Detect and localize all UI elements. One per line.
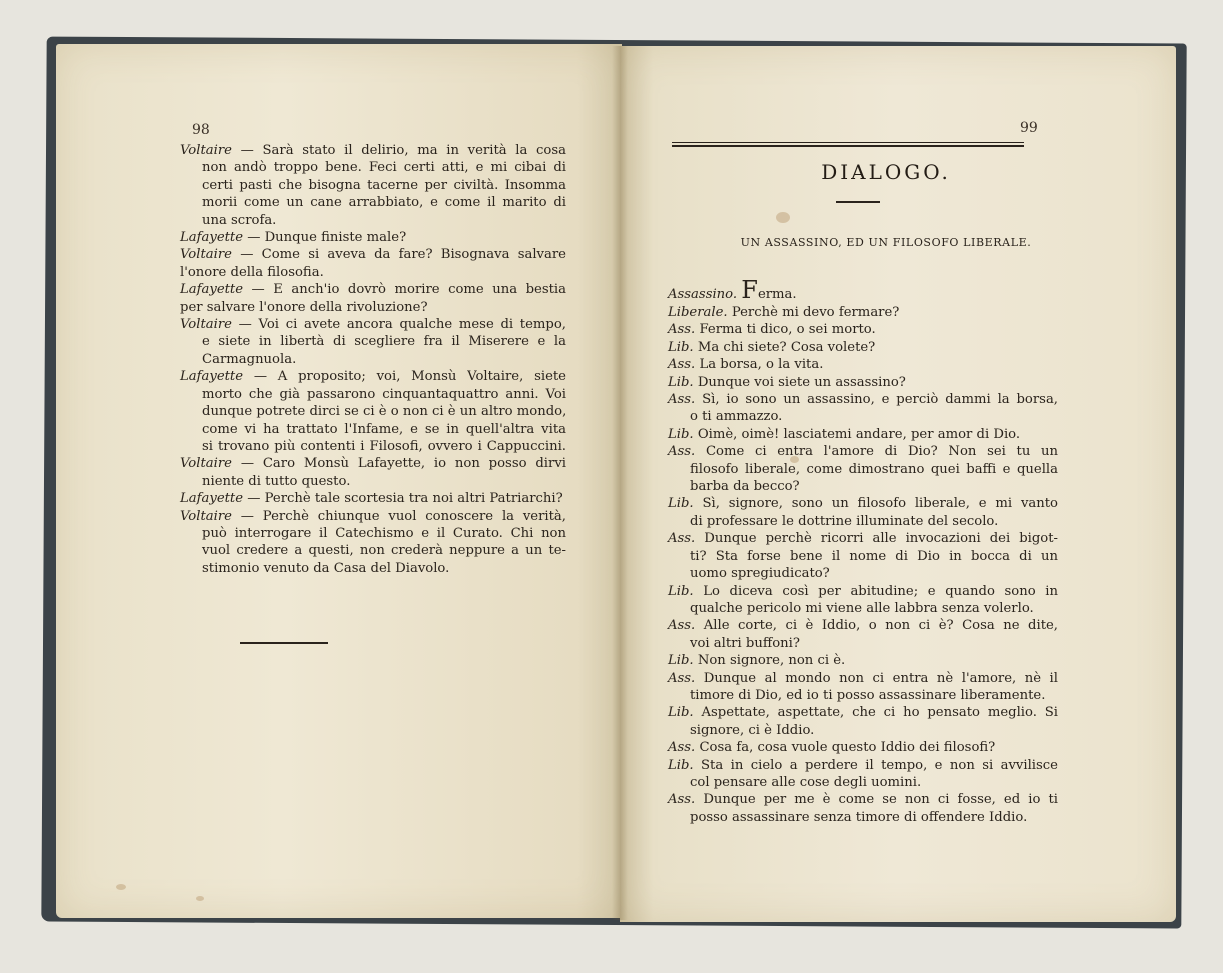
text-line	[180, 351, 566, 368]
text-line	[668, 478, 1058, 495]
text-line	[668, 635, 1058, 652]
line-text: — Perchè chiunque vuol conoscere la verità,	[240, 508, 566, 524]
line-text: timore di Dio, ed io ti posso assassinare liberamente.	[690, 687, 1046, 703]
line-text: signore, ci è Iddio.	[690, 722, 815, 738]
speaker-name: Lib.	[668, 426, 694, 442]
line-text: ti? Sta forse bene il nome di Dio in bocca di un	[690, 548, 1058, 564]
text-line	[668, 583, 1058, 600]
line-text: Non signore, non ci è.	[697, 653, 846, 669]
header-rule-thick	[672, 145, 1024, 147]
text-line	[180, 212, 566, 229]
line-text: come vi ha trattato l'Infame, e se in quell'altra vita	[202, 421, 566, 437]
text-line	[180, 438, 566, 455]
paper-stain	[196, 896, 204, 901]
text-line	[180, 299, 566, 316]
left-page	[56, 44, 622, 918]
text-line	[668, 600, 1058, 617]
text-line	[668, 757, 1058, 774]
text-line	[668, 513, 1058, 530]
text-line	[668, 774, 1058, 791]
speaker-name: Voltaire	[180, 456, 232, 472]
right-page	[620, 46, 1176, 922]
text-line	[180, 525, 566, 542]
speaker-name: Voltaire	[180, 508, 232, 524]
line-text: Cosa fa, cosa vuole questo Iddio dei filosofi?	[699, 740, 996, 756]
paper-stain	[776, 212, 790, 223]
paper-stain	[116, 884, 126, 890]
line-text: — Dunque finiste male?	[247, 230, 407, 246]
line-text: Dunque voi siete un assassino?	[697, 374, 906, 390]
line-text: erma.	[757, 287, 797, 302]
text-line	[180, 473, 566, 490]
speaker-name: Lafayette	[180, 491, 244, 507]
line-text: per salvare l'onore della rivoluzione?	[180, 299, 428, 315]
line-text: Dunque al mondo non ci entra nè l'amore, nè il	[703, 670, 1058, 686]
title-rule	[836, 201, 880, 203]
speaker-name: Lafayette	[180, 230, 244, 246]
line-text: o ti ammazzo.	[690, 409, 783, 425]
line-text: vuol credere a questi, non crederà neppure a un te-	[202, 543, 566, 559]
text-line	[180, 455, 566, 472]
line-text: — Come si aveva da fare? Bisognava salvare	[240, 247, 566, 263]
text-line	[180, 421, 566, 438]
line-text: voi altri buffoni?	[690, 635, 800, 651]
line-text: Ferma ti dico, o sei morto.	[699, 322, 876, 338]
speaker-name: Liberale.	[668, 305, 728, 320]
line-text: Ma chi siete? Cosa volete?	[697, 339, 876, 355]
speaker-name: Lib.	[668, 705, 694, 721]
speaker-name: Voltaire	[180, 247, 232, 263]
text-line	[668, 739, 1058, 756]
text-line	[180, 542, 566, 559]
text-line	[180, 194, 566, 211]
text-line	[180, 316, 566, 333]
text-line	[668, 321, 1058, 338]
speaker-name: Ass.	[668, 357, 696, 373]
text-line	[668, 356, 1058, 373]
speaker-name: Ass.	[668, 444, 696, 460]
line-text: certi pasti che bisogna tacerne per civiltà. Insomma	[202, 177, 566, 193]
text-line	[180, 403, 566, 420]
line-text: — Perchè tale scortesia tra noi altri Patriarchi?	[247, 491, 563, 507]
book-gutter	[612, 46, 628, 920]
text-line	[668, 426, 1058, 443]
speaker-name: Lib.	[668, 339, 694, 355]
line-text: filosofo liberale, come dimostrano quei baffi e quella	[690, 461, 1058, 477]
line-text: posso assassinare senza timore di offendere Iddio.	[690, 809, 1028, 825]
text-line	[668, 670, 1058, 687]
text-line	[180, 177, 566, 194]
speaker-name: Ass.	[668, 670, 696, 686]
line-text: — E anch'io dovrò morire come una bestia	[251, 282, 566, 298]
text-line	[180, 281, 566, 298]
text-line	[180, 490, 566, 507]
speaker-name: Lib.	[668, 583, 694, 599]
text-line	[668, 304, 1058, 321]
speaker-name: Ass.	[668, 792, 696, 808]
line-text: Come ci entra l'amore di Dio? Non sei tu un	[705, 444, 1058, 460]
page-number-right: 99	[1020, 120, 1038, 136]
text-line	[180, 386, 566, 403]
speaker-name: Lafayette	[180, 282, 244, 298]
text-line	[668, 652, 1058, 669]
line-text: di professare le dottrine illuminate del secolo.	[690, 513, 999, 529]
speaker-name: Lib.	[668, 374, 694, 390]
text-line	[668, 548, 1058, 565]
dialogue-title: DIALOGO.	[821, 160, 951, 184]
drop-letter: F	[741, 276, 758, 304]
text-line	[180, 368, 566, 385]
header-rule-thin	[672, 142, 1024, 143]
text-line	[668, 495, 1058, 512]
line-text: Perchè mi devo fermare?	[731, 305, 900, 320]
paper-stain	[790, 456, 799, 463]
text-line	[668, 687, 1058, 704]
text-line	[668, 339, 1058, 356]
text-line	[668, 391, 1058, 408]
text-line	[668, 704, 1058, 721]
speaker-name: Ass.	[668, 531, 696, 547]
line-text: morto che già passarono cinquantaquattro anni. Voi	[202, 386, 566, 402]
line-text: — Caro Monsù Lafayette, io non posso dirvi	[240, 456, 566, 472]
text-line	[668, 408, 1058, 425]
line-text: Sì, io sono un assassino, e perciò dammi la borsa,	[702, 392, 1058, 408]
text-line	[668, 722, 1058, 739]
line-text: si trovano più contenti i Filosofi, ovvero i Cappuccini.	[202, 438, 566, 454]
speaker-name: Lib.	[668, 496, 694, 512]
speaker-name: Voltaire	[180, 143, 232, 158]
text-line	[668, 461, 1058, 478]
line-text: — Sarà stato il delirio, ma in verità la cosa	[240, 143, 566, 158]
line-text: uomo spregiudicato?	[690, 566, 830, 582]
line-text: stimonio venuto da Casa del Diavolo.	[202, 560, 450, 576]
line-text: morii come un cane arrabbiato, e come il marito di	[202, 195, 566, 211]
right-page-text	[668, 276, 1058, 826]
text-line	[668, 374, 1058, 391]
line-text: e siete in libertà di scegliere fra il Miserere e la	[202, 334, 566, 350]
text-line	[180, 333, 566, 350]
line-text: l'onore della filosofia.	[180, 264, 324, 280]
text-line	[668, 443, 1058, 460]
text-line	[180, 264, 566, 281]
text-line	[180, 229, 566, 246]
text-line	[180, 159, 566, 176]
line-text: Lo diceva così per abitudine; e quando sono in	[703, 583, 1058, 599]
line-text: Sta in cielo a perdere il tempo, e non si avvilisce	[701, 757, 1058, 773]
dialogue-subtitle: UN ASSASSINO, ED UN FILOSOFO LIBERALE.	[740, 236, 1032, 249]
first-text-line	[668, 276, 1058, 304]
line-text: qualche pericolo mi viene alle labbra senza volerlo.	[690, 600, 1034, 616]
line-text: niente di tutto questo.	[202, 473, 351, 489]
speaker-name: Lafayette	[180, 369, 244, 385]
speaker-name: Ass.	[668, 322, 696, 338]
line-text: — Voi ci avete ancora qualche mese di tempo,	[238, 317, 566, 333]
text-line	[180, 246, 566, 263]
line-text: barba da becco?	[690, 479, 800, 495]
line-text: Carmagnuola.	[202, 351, 297, 367]
line-text: Alle corte, ci è Iddio, o non ci è? Cosa ne dite,	[703, 618, 1058, 634]
page-number-left: 98	[192, 122, 210, 138]
speaker-name: Ass.	[668, 618, 696, 634]
line-text: Sì, signore, sono un filosofo liberale, e mi vanto	[702, 496, 1058, 512]
left-page-text	[180, 142, 566, 577]
speaker-name: Ass.	[668, 392, 696, 408]
text-line	[180, 142, 566, 159]
line-text: col pensare alle cose degli uomini.	[690, 774, 922, 790]
line-text: Aspettate, aspettate, che ci ho pensato meglio. Si	[701, 705, 1058, 721]
line-text: Oimè, oimè! lasciatemi andare, per amor di Dio.	[697, 426, 1021, 442]
line-text: — A proposito; voi, Monsù Voltaire, siete	[253, 369, 566, 385]
speaker-name: Lib.	[668, 653, 694, 669]
line-text: dunque potrete dirci se ci è o non ci è un altro mondo,	[202, 404, 567, 420]
text-line	[668, 565, 1058, 582]
speaker-name: Ass.	[668, 740, 696, 756]
text-line	[180, 508, 566, 525]
line-text: La borsa, o la vita.	[699, 357, 824, 373]
text-line	[668, 791, 1058, 808]
text-line	[668, 809, 1058, 826]
text-line	[668, 617, 1058, 634]
text-line	[668, 530, 1058, 547]
line-text: Dunque per me è come se non ci fosse, ed io ti	[703, 792, 1058, 808]
speaker-name: Lib.	[668, 757, 694, 773]
text-line	[180, 560, 566, 577]
end-rule	[240, 642, 328, 644]
line-text: può interrogare il Catechismo e il Curato. Chi non	[202, 525, 566, 541]
line-text: non andò troppo bene. Feci certi atti, e mi cibai di	[202, 160, 566, 176]
speaker-name: Voltaire	[180, 317, 232, 333]
speaker-name: Assassino.	[668, 287, 738, 302]
line-text: una scrofa.	[202, 212, 277, 228]
line-text: Dunque perchè ricorri alle invocazioni dei bigot-	[704, 531, 1058, 547]
